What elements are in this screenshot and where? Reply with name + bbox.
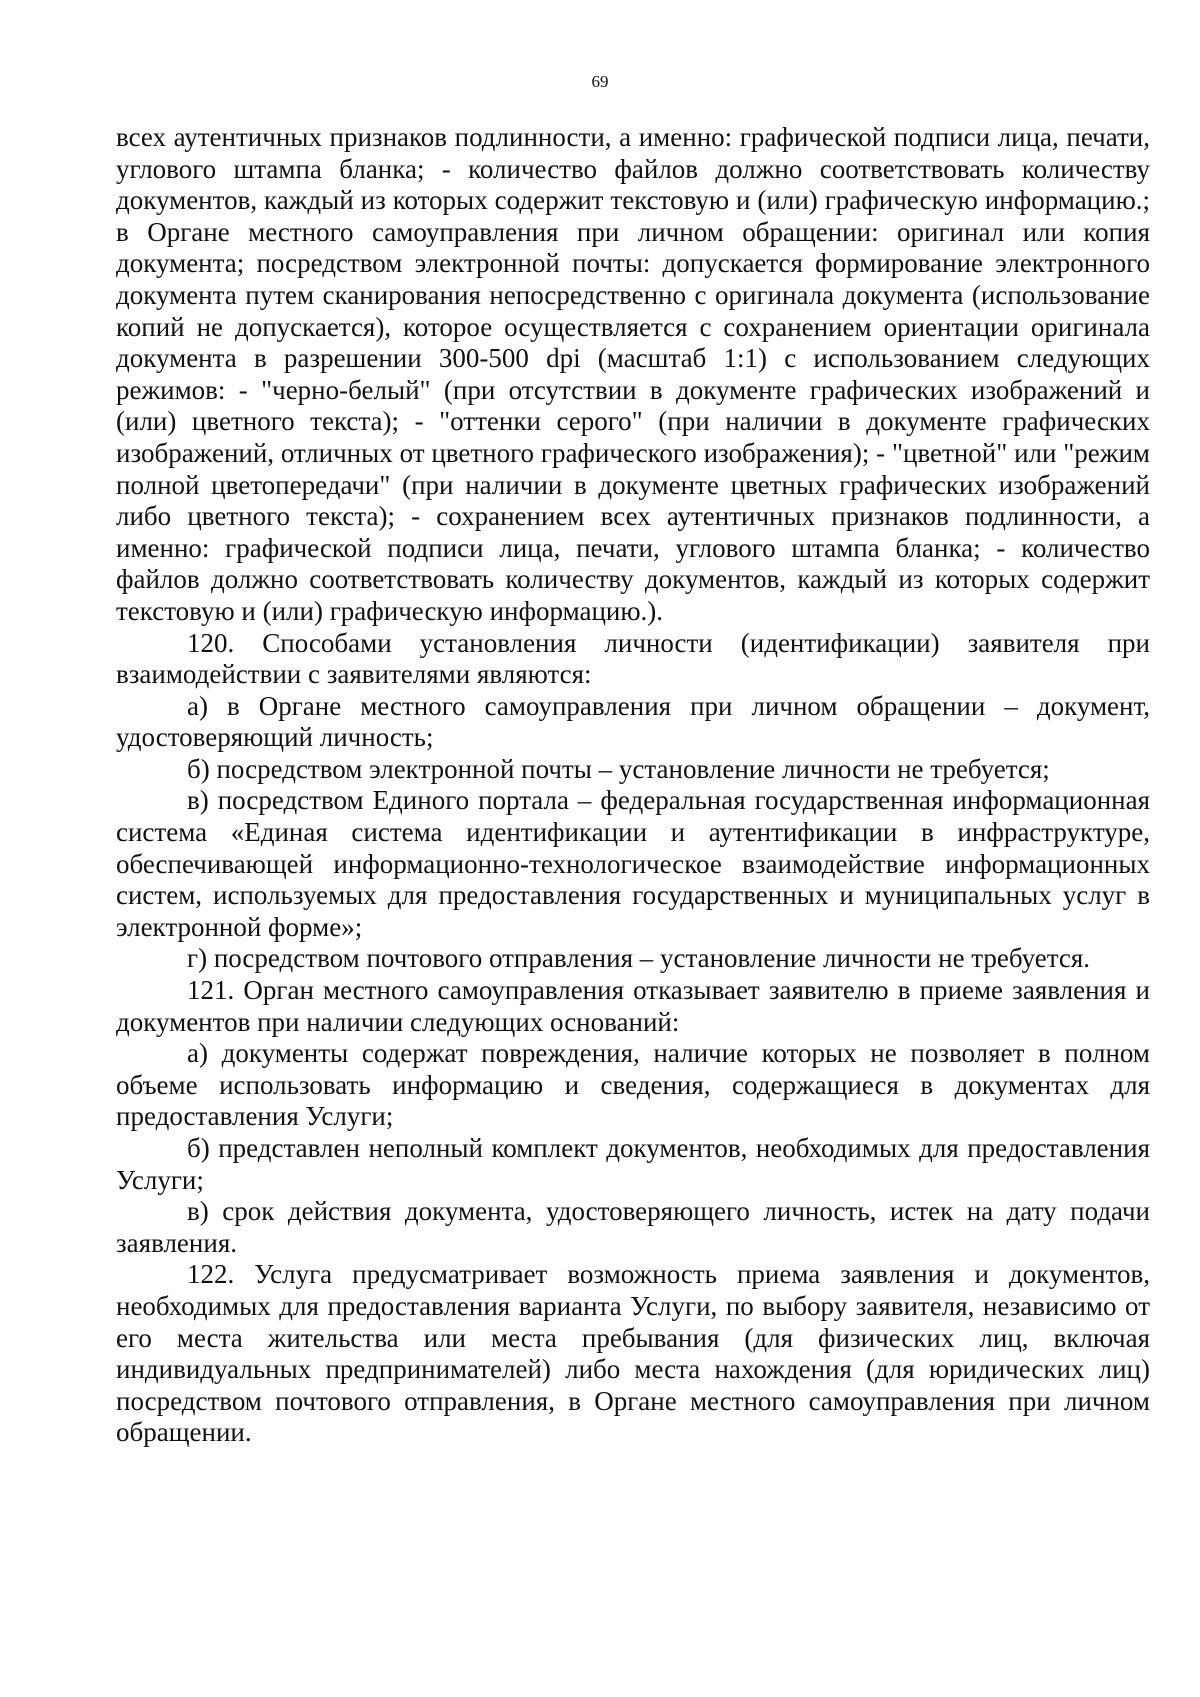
document-body [116, 122, 1150, 1449]
paragraph-item-120-v: в) посредством Единого портала – федеральная государственная информационная система «Единая система идентификации и аутентификации в инфраструктуре, обеспечивающей информационно-технологическое взаимодействие информационных систем, используемых для предоставления государственных и муниципальных услуг в электронной форме»; [116, 785, 1150, 942]
paragraph-item-120-b: б) посредством электронной почты – установление личности не требуется; [187, 753, 1050, 784]
paragraph-item-121-a: а) документы содержат повреждения, наличие которых не позволяет в полном объеме использовать информацию и сведения, содержащиеся в документах для предоставления Услуги; [116, 1038, 1150, 1132]
paragraph-item-121-b: б) представлен неполный комплект документов, необходимых для предоставления Услуги; [116, 1133, 1150, 1195]
page-number: 69 [591, 72, 609, 91]
paragraph-item-121: 121. Орган местного самоуправления отказывает заявителю в приеме заявления и документов при наличии следующих оснований: [116, 975, 1150, 1037]
paragraph-item-120-g: г) посредством почтового отправления – установление личности не требуется. [187, 943, 1091, 974]
paragraph-item-121-v: в) срок действия документа, удостоверяющего личность, истек на дату подачи заявления. [116, 1196, 1150, 1258]
paragraph-item-120: 120. Способами установления личности (идентификации) заявителя при взаимодействии с заявителями являются: [116, 627, 1150, 690]
paragraph-item-122: 122. Услуга предусматривает возможность приема заявления и документов, необходимых для предоставления варианта Услуги, по выбору заявителя, независимо от его места жительства или места пребывания (для физических лиц, включая индивидуальных предпринимателей) либо места нахождения (для юридических лиц) посредством почтового отправления, в Органе местного самоуправления при личном обращении. [116, 1259, 1150, 1448]
paragraph-continuation: всех аутентичных признаков подлинности, а именно: графической подписи лица, печати, углового штампа бланка; - количество файлов должно соответствовать количеству документов, каждый из которых содержит текстовую и (или) графическую информацию.; в Органе местного самоуправления при личном обращении: оригинал или копия документа; посредством электронной почты: допускается формирование электронного документа путем сканирования непосредственно с оригинала документа (использование копий не допускается), которое осуществляется с сохранением ориентации оригинала документа в разрешении 300-500 dpi (масштаб 1:1) с использованием следующих режимов: - "черно-белый" (при отсутствии в документе графических изображений и (или) цветного текста); - "оттенки серого" (при наличии в документе графических изображений, отличных от цветного графического изображения); - "цветной" или "режим полной цветопередачи" (при наличии в документе цветных графических изображений либо цветного текста); - сохранением всех аутентичных признаков подлинности, а именно: графической подписи лица, печати, углового штампа бланка; - количество файлов должно соответствовать количеству документов, каждый из которых содержит текстовую и (или) графическую информацию.). [116, 122, 1150, 626]
paragraph-item-120-a: а) в Органе местного самоуправления при личном обращении – документ, удостоверяющий личность; [116, 690, 1150, 753]
